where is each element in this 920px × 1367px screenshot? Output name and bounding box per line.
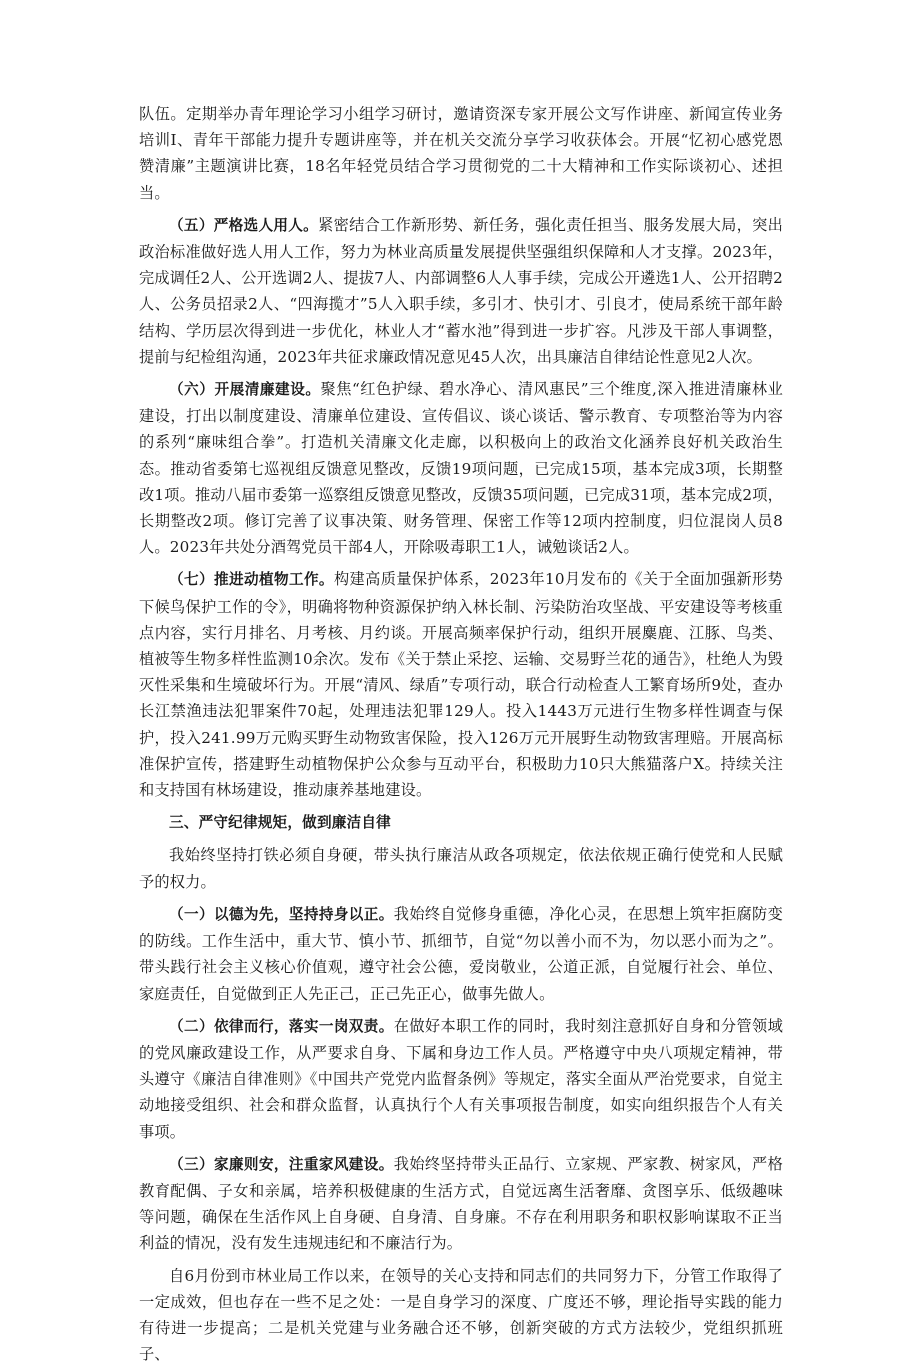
paragraph-heading: （三）家廉则安，注重家风建设。: [169, 1155, 394, 1173]
paragraph-body: 紧密结合工作新形势、新任务，强化责任担当、服务发展大局，突出政治标准做好选人用人工作，努力为林业高质量发展提供坚强组织保障和人才支撑。2023年，完成调任2人、公开选调2人、提拔7人、内部调整6人人事手续，完成公开遴选1人、公开招聘2人、公务员招录2人、“四海揽才”5人入职手续，多引才、快引才、引良才，使局系统干部年龄结构、学历层次得到进一步优化，林业人才“蓄水池”得到进一步扩容。凡涉及干部人事调整，提前与纪检组沟通，2023年共征求廉政情况意见45人次，出具廉洁自律结论性意见2人次。: [139, 215, 783, 366]
paragraph-body: 聚焦“红色护绿、碧水净心、清风惠民”三个维度,深入推进清廉林业建设，打出以制度建设、清廉单位建设、宣传倡议、谈心谈话、警示教育、专项整治等为内容的系列“廉味组合拳”。打造机关清廉文化走廊，以积极向上的政治文化涵养良好机关政治生态。推动省委第七巡视组反馈意见整改，反馈19项问题，已完成15项，基本完成3项，长期整改1项。推动八届市委第一巡察组反馈意见整改，反馈35项问题，已完成31项，基本完成2项，长期整改2项。修订完善了议事决策、财务管理、保密工作等12项内控制度，归位混岗人员8人。2023年共处分酒驾党员干部4人，开除吸毒职工1人，诫勉谈话2人。: [139, 380, 783, 557]
paragraph-body: 我始终自觉修身重德，净化心灵，在思想上筑牢拒腐防变的防线。工作生活中，重大节、慎小节、抓细节，自觉“勿以善小而不为，勿以恶小而为之”。带头践行社会主义核心价值观，遵守社会公德，爱岗敬业，公道正派，自觉履行社会、单位、家庭责任，自觉做到正人先正己，正己先正心，做事先做人。: [139, 904, 784, 1003]
paragraph-shortcomings: [139, 1263, 783, 1367]
paragraph-heading: （二）依律而行，落实一岗双责。: [169, 1017, 394, 1035]
paragraph-personnel: [139, 212, 783, 370]
paragraph-virtue: [139, 901, 783, 1007]
paragraph-heading: （七）推进动植物工作。: [169, 571, 334, 589]
paragraph-law: [139, 1013, 783, 1145]
paragraph-heading: （一）以德为先，坚持持身以正。: [169, 905, 394, 923]
paragraph-youth-theory: [139, 101, 783, 206]
section-heading-discipline: [139, 809, 783, 836]
paragraph-wildlife: [139, 566, 783, 803]
paragraph-family: [139, 1151, 783, 1257]
paragraph-body: 我始终坚持打铁必须自身硬，带头执行廉洁从政各项规定，依法依规正确行使党和人民赋予的权力。: [139, 846, 783, 891]
paragraph-heading: （五）严格选人用人。: [169, 216, 319, 234]
paragraph-body: 我始终坚持带头正品行、立家规、严家教、树家风，严格教育配偶、子女和亲属，培养积极健康的生活方式，自觉远离生活奢靡、贪图享乐、低级趣味等问题，确保在生活作风上自身硬、自身清、自身廉。不存在利用职务和职权影响谋取不正当利益的情况，没有发生违规违纪和不廉洁行为。: [139, 1154, 784, 1253]
paragraph-body: 自6月份到市林业局工作以来，在领导的关心支持和同志们的共同努力下，分管工作取得了一定成效，但也存在一些不足之处：一是自身学习的深度、广度还不够，理论指导实践的能力有待进一步提高；二是机关党建与业务融合还不够，创新突破的方式方法较少，党组织抓班子、: [139, 1266, 783, 1364]
paragraph-body: 构建高质量保护体系，2023年10月发布的《关于全面加强新形势下候鸟保护工作的令》，明确将物种资源保护纳入林长制、污染防治攻坚战、平安建设等考核重点内容，实行月排名、月考核、月约谈。开展高频率保护行动，组织开展麋鹿、江豚、鸟类、植被等生物多样性监测10余次。发布《关于禁止采挖、运输、交易野兰花的通告》，杜绝人为毁灭性采集和生境破坏行为。开展“清风、绿盾”专项行动，联合行动检查人工繁育场所9处，查办长江禁渔违法犯罪案件70起，处理违法犯罪129人。投入1443万元进行生物多样性调查与保护，投入241.99万元购买野生动物致害保险，投入126万元开展野生动物致害理赔。开展高标准保护宣传，搭建野生动植物保护公众参与互动平台，积极助力10只大熊猫落户X。持续关注和支持国有林场建设，推动康养基地建设。: [139, 570, 783, 800]
paragraph-heading: （六）开展清廉建设。: [169, 381, 321, 399]
document-page: [139, 101, 783, 1367]
paragraph-body: 在做好本职工作的同时，我时刻注意抓好自身和分管领域的党风廉政建设工作，从严要求自身、下属和身边工作人员。严格遵守中央八项规定精神，带头遵守《廉洁自律准则》《中国共产党党内监督条例》等规定，落实全面从严治党要求，自觉主动地接受组织、社会和群众监督，认真执行个人有关事项报告制度，如实向组织报告个人有关事项。: [139, 1016, 784, 1141]
paragraph-body: 队伍。定期举办青年理论学习小组学习研讨，邀请资深专家开展公文写作讲座、新闻宣传业务培训Ⅰ、青年干部能力提升专题讲座等，并在机关交流分享学习收获体会。开展“忆初心感党恩赞清廉”主题演讲比赛，18名年轻党员结合学习贯彻党的二十大精神和工作实际谈初心、述担当。: [139, 105, 783, 202]
section-heading: 三、严守纪律规矩，做到廉洁自律: [169, 814, 391, 832]
paragraph-clean-governance: [139, 376, 783, 560]
paragraph-discipline-intro: [139, 842, 783, 894]
